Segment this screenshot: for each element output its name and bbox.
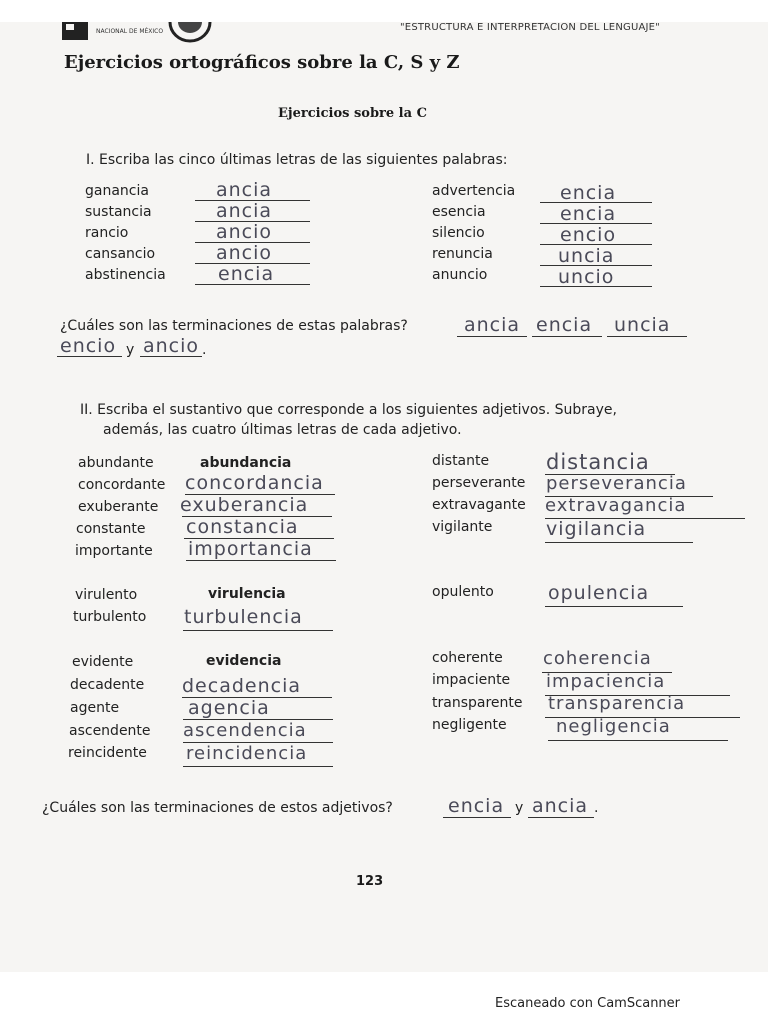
conjunction: y bbox=[515, 800, 524, 816]
answer-line bbox=[532, 336, 602, 337]
answer-line bbox=[548, 740, 728, 741]
handwritten-answer: reincidencia bbox=[186, 743, 308, 764]
handwritten-answer: importancia bbox=[188, 538, 313, 560]
s1-word: abstinencia bbox=[85, 267, 166, 283]
handwritten-answer: encia bbox=[448, 795, 505, 817]
s2-word: virulento bbox=[75, 587, 138, 603]
handwritten-answer: encia bbox=[218, 263, 275, 285]
period: . bbox=[594, 800, 599, 816]
handwritten-answer: constancia bbox=[186, 516, 299, 538]
s1-word: esencia bbox=[432, 204, 486, 220]
handwritten-answer: perseverancia bbox=[546, 473, 687, 494]
answer-line bbox=[183, 766, 333, 767]
s2-word: reincidente bbox=[68, 745, 147, 761]
answer-line bbox=[443, 817, 511, 818]
s2-word: concordante bbox=[78, 477, 166, 493]
handwritten-answer: ancia bbox=[464, 314, 521, 336]
handwritten-answer: turbulencia bbox=[184, 606, 303, 628]
handwritten-answer: encia bbox=[560, 182, 617, 204]
answer-line bbox=[545, 542, 693, 543]
s1-word: ganancia bbox=[85, 183, 149, 199]
handwritten-answer: impaciencia bbox=[546, 671, 666, 692]
handwritten-answer: ancia bbox=[216, 200, 273, 222]
handwritten-answer: ancia bbox=[532, 795, 589, 817]
s1-word: silencio bbox=[432, 225, 485, 241]
s2-word: constante bbox=[76, 521, 146, 537]
handwritten-answer: ancio bbox=[216, 221, 273, 243]
handwritten-answer: ancio bbox=[216, 242, 273, 264]
answer-line bbox=[457, 336, 527, 337]
handwritten-answer: negligencia bbox=[556, 716, 671, 737]
scanned-page bbox=[0, 22, 768, 972]
s2-word: negligente bbox=[432, 717, 507, 733]
s2-word: perseverante bbox=[432, 475, 526, 491]
answer-line bbox=[183, 630, 333, 631]
handwritten-answer: encio bbox=[560, 224, 617, 246]
handwritten-answer: encia bbox=[536, 314, 593, 336]
handwritten-answer: encio bbox=[60, 335, 117, 357]
example-answer: abundancia bbox=[200, 455, 292, 471]
s2-word: turbulento bbox=[73, 609, 147, 625]
period: . bbox=[202, 342, 207, 358]
s1-word: renuncia bbox=[432, 246, 493, 262]
answer-line bbox=[607, 336, 687, 337]
handwritten-answer: ascendencia bbox=[183, 720, 307, 741]
section2-question: ¿Cuáles son las terminaciones de estos adjetivos? bbox=[42, 800, 393, 816]
course-header: "ESTRUCTURA E INTERPRETACIÓN DEL LENGUAJE" bbox=[400, 22, 660, 33]
handwritten-answer: vigilancia bbox=[546, 518, 647, 540]
s2-word: exuberante bbox=[78, 499, 159, 515]
s2-word: agente bbox=[70, 700, 120, 716]
conjunction: y bbox=[126, 342, 135, 358]
s1-word: anuncio bbox=[432, 267, 488, 283]
handwritten-answer: uncio bbox=[558, 266, 615, 288]
handwritten-answer: distancia bbox=[546, 450, 650, 474]
section2-instruction-line1: II. Escriba el sustantivo que corresponde a los siguientes adjetivos. Subraye, bbox=[80, 402, 617, 418]
handwritten-answer: opulencia bbox=[548, 582, 650, 604]
s1-word: rancio bbox=[85, 225, 129, 241]
section2-instruction-line2: además, las cuatro últimas letras de cada adjetivo. bbox=[103, 422, 462, 438]
handwritten-answer: coherencia bbox=[543, 648, 652, 669]
s2-word: impaciente bbox=[432, 672, 511, 688]
example-answer: virulencia bbox=[208, 586, 286, 602]
handwritten-answer: transparencia bbox=[548, 693, 686, 714]
s2-word: importante bbox=[75, 543, 153, 559]
answer-line bbox=[186, 560, 336, 561]
scanner-watermark: Escaneado con CamScanner bbox=[495, 996, 681, 1011]
page-title: Ejercicios ortográficos sobre la C, S y Z bbox=[64, 52, 460, 73]
handwritten-answer: encia bbox=[560, 203, 617, 225]
handwritten-answer: exuberancia bbox=[180, 494, 309, 516]
s2-word: distante bbox=[432, 453, 490, 469]
handwritten-answer: uncia bbox=[614, 314, 671, 336]
section-subtitle: Ejercicios sobre la C bbox=[278, 106, 427, 121]
s2-word: vigilante bbox=[432, 519, 493, 535]
s2-word: coherente bbox=[432, 650, 503, 666]
handwritten-answer: concordancia bbox=[185, 472, 324, 494]
s1-word: sustancia bbox=[85, 204, 152, 220]
s2-word: extravagante bbox=[432, 497, 526, 513]
s2-word: decadente bbox=[70, 677, 145, 693]
s2-word: ascendente bbox=[69, 723, 151, 739]
handwritten-answer: uncia bbox=[558, 245, 615, 267]
s2-word: evidente bbox=[72, 654, 134, 670]
handwritten-answer: agencia bbox=[188, 697, 270, 719]
s1-word: advertencia bbox=[432, 183, 516, 199]
answer-line bbox=[545, 606, 683, 607]
section1-instruction: I. Escriba las cinco últimas letras de las siguientes palabras: bbox=[86, 152, 508, 168]
handwritten-answer: ancio bbox=[143, 335, 200, 357]
section1-question: ¿Cuáles son las terminaciones de estas palabras? bbox=[60, 318, 408, 334]
page-number: 123 bbox=[356, 874, 384, 889]
s1-word: cansancio bbox=[85, 246, 156, 262]
s2-word: opulento bbox=[432, 584, 494, 600]
s2-word: transparente bbox=[432, 695, 523, 711]
example-answer: evidencia bbox=[206, 653, 282, 669]
s2-word: abundante bbox=[78, 455, 154, 471]
answer-line bbox=[528, 817, 594, 818]
handwritten-answer: extravagancia bbox=[545, 495, 687, 516]
handwritten-answer: ancia bbox=[216, 179, 273, 201]
institution-name: NACIONAL DE MÉXICO bbox=[96, 28, 164, 35]
handwritten-answer: decadencia bbox=[182, 675, 301, 697]
